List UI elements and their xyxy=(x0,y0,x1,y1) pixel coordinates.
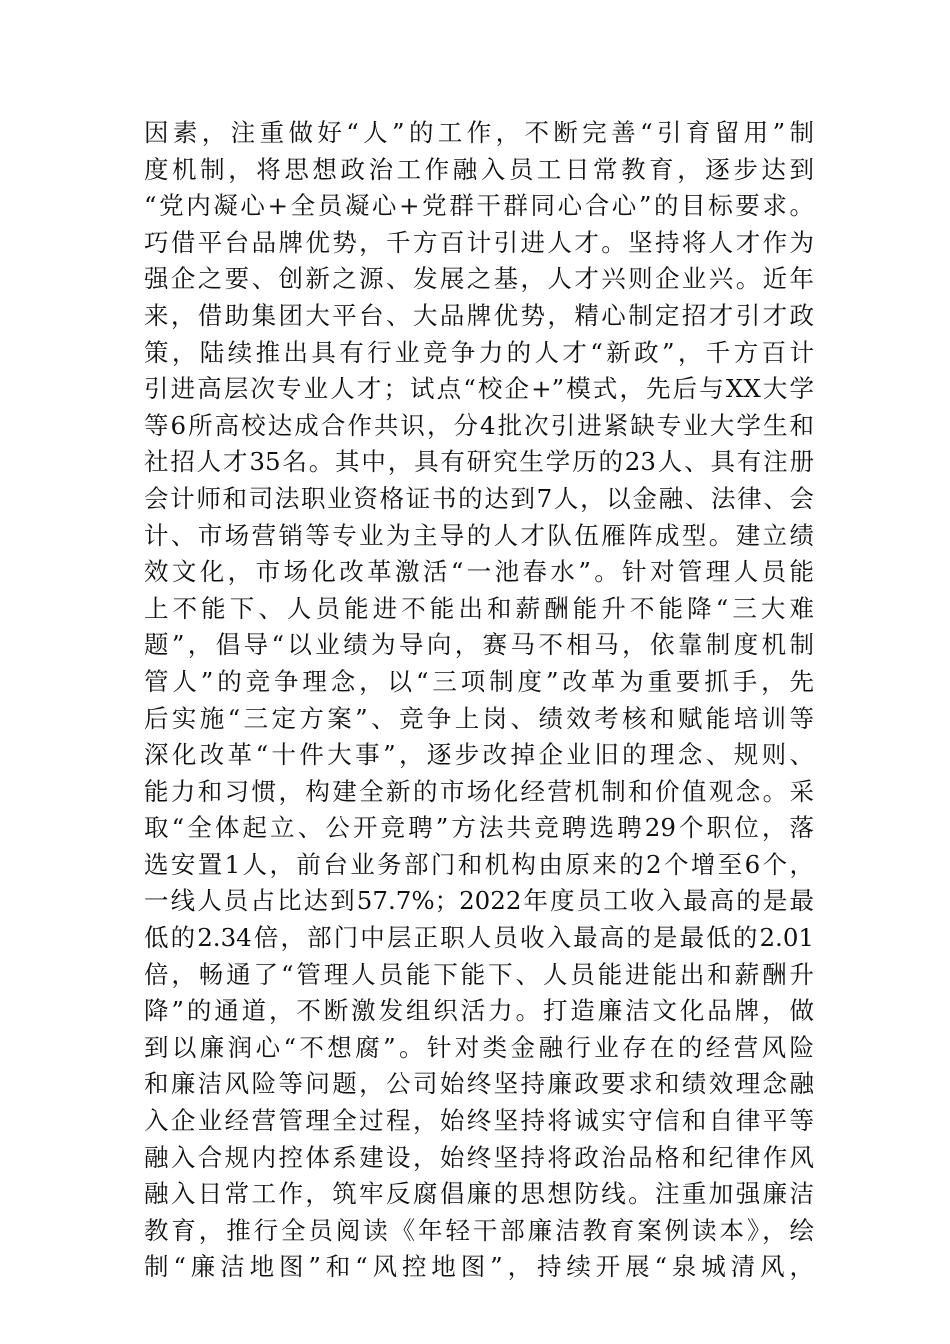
text-line: “党内凝心+全员凝心+党群干群同心合心”的目标要求。 xyxy=(144,191,814,221)
text-line: 教育，推行全员阅读《年轻干部廉洁教育案例读本》，绘 xyxy=(144,1215,814,1245)
text-line: 题”，倡导“以业绩为导向，赛马不相马，依靠制度机制 xyxy=(144,630,814,660)
text-line: 低的2.34倍，部门中层正职人员收入最高的是最低的2.01 xyxy=(144,923,814,953)
text-line: 降”的通道，不断激发组织活力。打造廉洁文化品牌，做 xyxy=(144,996,814,1026)
text-line: 计、市场营销等专业为主导的人才队伍雁阵成型。建立绩 xyxy=(144,520,814,550)
text-line: 能力和习惯，构建全新的市场化经营机制和价值观念。采 xyxy=(144,776,814,806)
text-line: 融入合规内控体系建设，始终坚持将政治品格和纪律作风 xyxy=(144,1142,814,1172)
text-line: 倍，畅通了“管理人员能下能下、人员能进能出和薪酬升 xyxy=(144,959,814,989)
text-line: 融入日常工作，筑牢反腐倡廉的思想防线。注重加强廉洁 xyxy=(144,1179,814,1209)
text-line: 巧借平台品牌优势，千方百计引进人才。坚持将人才作为 xyxy=(144,227,814,257)
text-line: 因素，注重做好“人”的工作，不断完善“引育留用”制 xyxy=(144,118,814,147)
text-line: 和廉洁风险等问题，公司始终坚持廉政要求和绩效理念融 xyxy=(144,1069,814,1099)
text-line: 等6所高校达成合作共识，分4批次引进紧缺专业大学生和 xyxy=(144,410,814,440)
text-line: 会计师和司法职业资格证书的达到7人，以金融、法律、会 xyxy=(144,483,814,513)
text-line: 强企之要、创新之源、发展之基，人才兴则企业兴。近年 xyxy=(144,264,814,294)
text-line: 度机制，将思想政治工作融入员工日常教育，逐步达到 xyxy=(144,154,814,184)
text-line: 来，借助集团大平台、大品牌优势，精心制定招才引才政 xyxy=(144,300,814,330)
text-line: 选安置1人，前台业务部门和机构由原来的2个增至6个， xyxy=(144,849,814,879)
text-line: 一线人员占比达到57.7%；2022年度员工收入最高的是最 xyxy=(144,886,814,916)
text-line: 制“廉洁地图”和“风控地图”，持续开展“泉城清风， xyxy=(144,1252,814,1282)
text-line: 到以廉润心“不想腐”。针对类金融行业存在的经营风险 xyxy=(144,1032,814,1062)
text-line: 社招人才35名。其中，具有研究生学历的23人、具有注册 xyxy=(144,447,814,477)
text-line: 策，陆续推出具有行业竞争力的人才“新政”，千方百计 xyxy=(144,337,814,367)
text-line: 深化改革“十件大事”，逐步改掉企业旧的理念、规则、 xyxy=(144,740,814,770)
text-line: 入企业经营管理全过程，始终坚持将诚实守信和自律平等 xyxy=(144,1106,814,1136)
text-line: 上不能下、人员能进不能出和薪酬能升不能降“三大难 xyxy=(144,593,814,623)
body-text xyxy=(144,115,814,1286)
text-line: 后实施“三定方案”、竞争上岗、绩效考核和赋能培训等 xyxy=(144,703,814,733)
text-line: 管人”的竞争理念，以“三项制度”改革为重要抓手，先 xyxy=(144,666,814,696)
text-line: 效文化，市场化改革激活“一池春水”。针对管理人员能 xyxy=(144,557,814,587)
text-line: 引进高层次专业人才；试点“校企+”模式，先后与XX大学 xyxy=(144,374,814,404)
text-line: 取“全体起立、公开竞聘”方法共竞聘选聘29个职位，落 xyxy=(144,813,814,843)
